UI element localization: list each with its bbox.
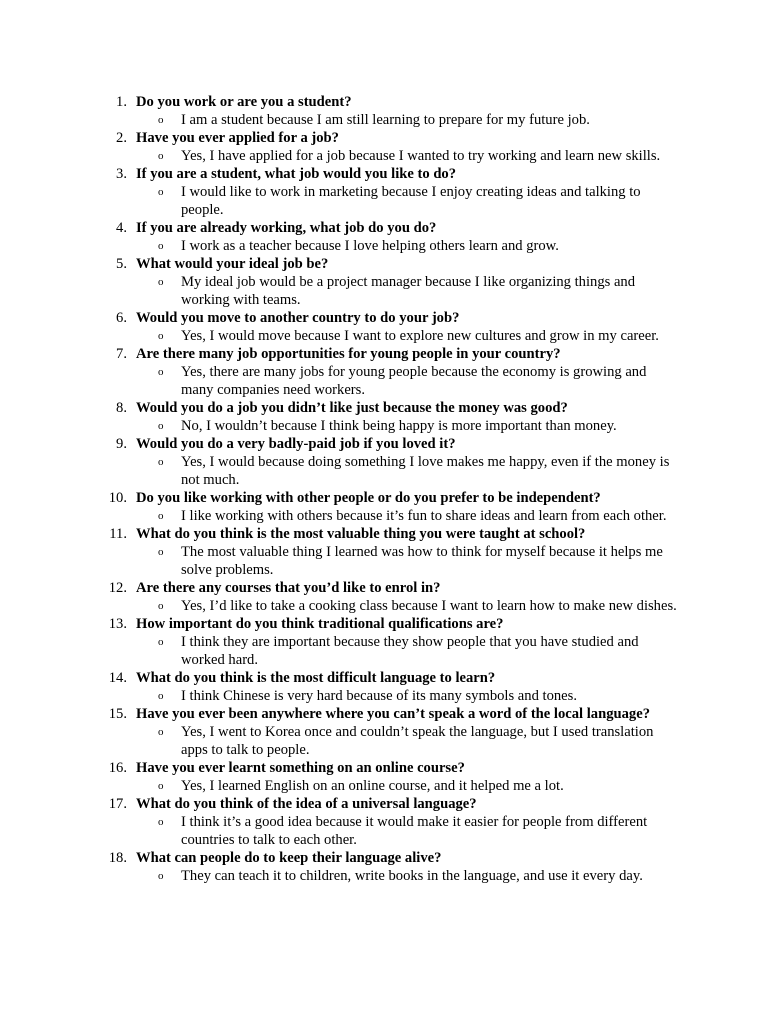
question-text: What do you think is the most valuable thing you were taught at school? bbox=[136, 526, 586, 542]
question-item bbox=[0, 435, 768, 453]
question-number: 1. bbox=[116, 94, 127, 110]
answer-item bbox=[0, 723, 768, 759]
answer-text: Yes, there are many jobs for young people because the economy is growing and many companies need workers. bbox=[181, 364, 647, 398]
question-item bbox=[0, 345, 768, 363]
question-number: 12. bbox=[108, 580, 127, 596]
bullet-icon: o bbox=[158, 546, 164, 558]
answer-item bbox=[0, 327, 768, 345]
question-item bbox=[0, 525, 768, 543]
question-item bbox=[0, 129, 768, 147]
bullet-icon: o bbox=[158, 420, 164, 432]
question-number: 16. bbox=[108, 760, 127, 776]
answer-item bbox=[0, 507, 768, 525]
question-text: Are there any courses that you’d like to enrol in? bbox=[136, 580, 441, 596]
question-text: Have you ever applied for a job? bbox=[136, 130, 339, 146]
question-text: Have you ever learnt something on an online course? bbox=[136, 760, 465, 776]
question-item bbox=[0, 219, 768, 237]
answer-text: My ideal job would be a project manager because I like organizing things and working with teams. bbox=[181, 274, 636, 308]
question-text: Are there many job opportunities for young people in your country? bbox=[136, 346, 561, 362]
question-text: If you are already working, what job do you do? bbox=[136, 220, 437, 236]
question-text: Would you do a very badly-paid job if you loved it? bbox=[136, 436, 456, 452]
bullet-icon: o bbox=[158, 186, 164, 198]
answer-item bbox=[0, 237, 768, 255]
question-text: What do you think of the idea of a universal language? bbox=[136, 796, 477, 812]
question-item bbox=[0, 579, 768, 597]
answer-text: I am a student because I am still learning to prepare for my future job. bbox=[181, 112, 590, 128]
question-number: 17. bbox=[108, 796, 127, 812]
answer-item bbox=[0, 543, 768, 579]
question-text: What would your ideal job be? bbox=[136, 256, 329, 272]
answer-text: The most valuable thing I learned was how to think for myself because it helps me solve problems. bbox=[181, 544, 663, 578]
answer-item bbox=[0, 417, 768, 435]
question-text: Do you like working with other people or do you prefer to be independent? bbox=[136, 490, 601, 506]
answer-text: I think they are important because they show people that you have studied and worked hard. bbox=[181, 634, 639, 668]
bullet-icon: o bbox=[158, 600, 164, 612]
bullet-icon: o bbox=[158, 870, 164, 882]
answer-text: Yes, I would move because I want to explore new cultures and grow in my career. bbox=[181, 328, 659, 344]
answer-text: I think Chinese is very hard because of its many symbols and tones. bbox=[181, 688, 577, 704]
question-item bbox=[0, 309, 768, 327]
answer-item bbox=[0, 183, 768, 219]
question-item bbox=[0, 669, 768, 687]
bullet-icon: o bbox=[158, 636, 164, 648]
answer-item bbox=[0, 597, 768, 615]
answer-item bbox=[0, 777, 768, 795]
question-number: 5. bbox=[116, 256, 127, 272]
bullet-icon: o bbox=[158, 690, 164, 702]
answer-text: They can teach it to children, write books in the language, and use it every day. bbox=[181, 868, 643, 884]
answer-text: I work as a teacher because I love helping others learn and grow. bbox=[181, 238, 559, 254]
answer-item bbox=[0, 813, 768, 849]
answer-item bbox=[0, 453, 768, 489]
bullet-icon: o bbox=[158, 150, 164, 162]
bullet-icon: o bbox=[158, 330, 164, 342]
bullet-icon: o bbox=[158, 780, 164, 792]
bullet-icon: o bbox=[158, 114, 164, 126]
answer-text: Yes, I’d like to take a cooking class because I want to learn how to make new dishes. bbox=[181, 598, 677, 614]
bullet-icon: o bbox=[158, 816, 164, 828]
bullet-icon: o bbox=[158, 510, 164, 522]
question-number: 13. bbox=[108, 616, 127, 632]
question-item bbox=[0, 93, 768, 111]
bullet-icon: o bbox=[158, 240, 164, 252]
question-item bbox=[0, 795, 768, 813]
answer-text: I think it’s a good idea because it would make it easier for people from different countries to talk to each other. bbox=[181, 814, 648, 848]
question-item bbox=[0, 489, 768, 507]
question-item bbox=[0, 399, 768, 417]
answer-item bbox=[0, 111, 768, 129]
answer-item bbox=[0, 867, 768, 885]
question-number: 11. bbox=[109, 526, 127, 542]
question-item bbox=[0, 759, 768, 777]
question-number: 18. bbox=[108, 850, 127, 866]
question-number: 2. bbox=[116, 130, 127, 146]
question-text: If you are a student, what job would you like to do? bbox=[136, 166, 457, 182]
question-number: 6. bbox=[116, 310, 127, 326]
bullet-icon: o bbox=[158, 276, 164, 288]
answer-text: Yes, I have applied for a job because I wanted to try working and learn new skills. bbox=[181, 148, 661, 164]
question-item bbox=[0, 849, 768, 867]
answer-text: Yes, I went to Korea once and couldn’t speak the language, but I used translation apps to talk to people. bbox=[181, 724, 654, 758]
document-page bbox=[0, 93, 768, 885]
answer-text: No, I wouldn’t because I think being happy is more important than money. bbox=[181, 418, 617, 434]
bullet-icon: o bbox=[158, 456, 164, 468]
question-number: 10. bbox=[108, 490, 127, 506]
question-number: 14. bbox=[108, 670, 127, 686]
question-number: 4. bbox=[116, 220, 127, 236]
bullet-icon: o bbox=[158, 366, 164, 378]
answer-item bbox=[0, 363, 768, 399]
question-item bbox=[0, 255, 768, 273]
question-text: How important do you think traditional qualifications are? bbox=[136, 616, 504, 632]
question-item bbox=[0, 615, 768, 633]
answer-text: I like working with others because it’s fun to share ideas and learn from each other. bbox=[181, 508, 667, 524]
qa-list bbox=[0, 93, 768, 885]
answer-text: Yes, I learned English on an online course, and it helped me a lot. bbox=[181, 778, 564, 794]
answer-item bbox=[0, 273, 768, 309]
question-number: 9. bbox=[116, 436, 127, 452]
answer-item bbox=[0, 147, 768, 165]
bullet-icon: o bbox=[158, 726, 164, 738]
question-text: What do you think is the most difficult language to learn? bbox=[136, 670, 496, 686]
answer-item bbox=[0, 687, 768, 705]
answer-text: I would like to work in marketing because I enjoy creating ideas and talking to people. bbox=[181, 184, 641, 218]
question-number: 7. bbox=[116, 346, 127, 362]
question-number: 3. bbox=[116, 166, 127, 182]
answer-item bbox=[0, 633, 768, 669]
question-text: Would you move to another country to do your job? bbox=[136, 310, 460, 326]
question-text: Have you ever been anywhere where you can’t speak a word of the local language? bbox=[136, 706, 650, 722]
question-item bbox=[0, 165, 768, 183]
question-text: What can people do to keep their language alive? bbox=[136, 850, 442, 866]
question-item bbox=[0, 705, 768, 723]
answer-text: Yes, I would because doing something I love makes me happy, even if the money is not much. bbox=[181, 454, 670, 488]
question-number: 8. bbox=[116, 400, 127, 416]
question-text: Do you work or are you a student? bbox=[136, 94, 352, 110]
question-number: 15. bbox=[108, 706, 127, 722]
question-text: Would you do a job you didn’t like just because the money was good? bbox=[136, 400, 568, 416]
